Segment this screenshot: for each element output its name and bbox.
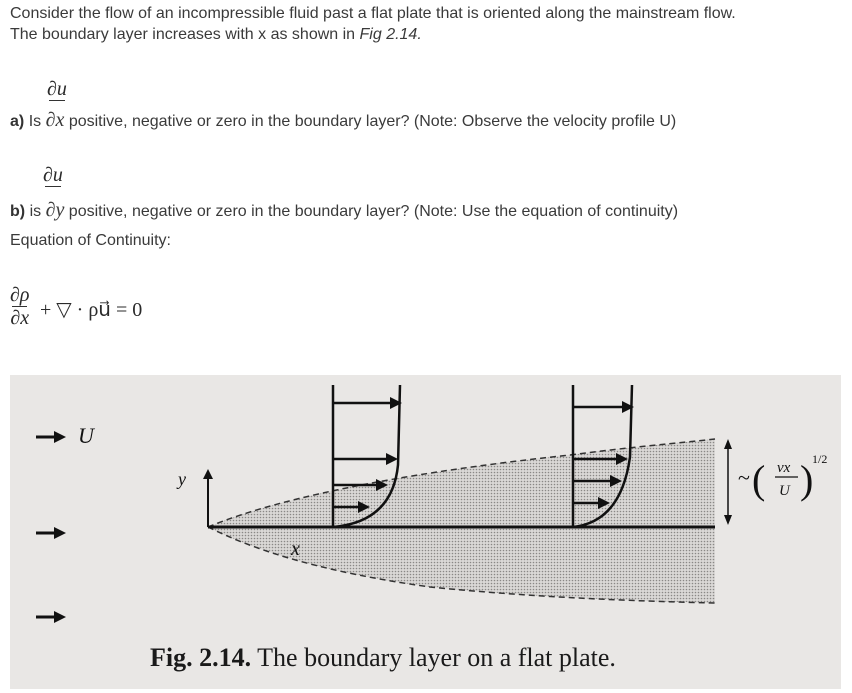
fraction-bar (49, 100, 65, 101)
question-a-numerator: ∂u (47, 78, 67, 100)
question-a (10, 110, 676, 132)
continuity-equation (10, 284, 143, 330)
question-a-fraction (47, 78, 67, 101)
x-axis-label: x (291, 538, 300, 560)
question-a-text: positive, negative or zero in the boundary layer? (Note: Observe the velocity profile U) (68, 113, 677, 130)
question-a-lead: Is (28, 113, 42, 130)
question-b-denominator: ∂y (45, 199, 65, 221)
question-b-text: positive, negative or zero in the boundary layer? (Note: Use the equation of continuity) (68, 203, 679, 220)
continuity-fraction (10, 284, 29, 329)
scaling-exponent: 1/2 (812, 452, 828, 466)
figure-caption (150, 643, 616, 673)
scaling-denominator: U (779, 483, 790, 499)
figure-reference: Fig 2.14. (359, 26, 422, 43)
intro-line-2-prefix: The boundary layer increases with x as shown in (10, 26, 360, 43)
equation-label: Equation of Continuity: (10, 232, 171, 249)
continuity-numerator: ∂ρ (10, 284, 30, 306)
continuity-denominator: ∂x (10, 307, 30, 329)
question-a-denominator: ∂x (45, 109, 65, 131)
continuity-rest: + ▽ · ρu⃗ = 0 (40, 299, 143, 321)
boundary-layer-diagram (10, 375, 841, 689)
figure-caption-number: Fig. 2.14. (150, 643, 252, 672)
fraction-bar (45, 186, 61, 187)
question-b (10, 200, 678, 222)
intro-line-2 (10, 24, 840, 45)
question-b-marker: b) (10, 203, 26, 220)
problem-intro (10, 3, 840, 45)
scaling-left-paren: ( (752, 457, 766, 502)
y-axis-label: y (178, 469, 186, 489)
scaling-right-paren: ) (800, 457, 814, 502)
scaling-numerator: νx (777, 460, 791, 476)
question-b-fraction (43, 164, 63, 187)
freestream-label: U (78, 423, 94, 448)
question-b-lead: is (29, 203, 42, 220)
scaling-tilde: ~ (738, 465, 750, 490)
question-a-marker: a) (10, 113, 25, 130)
question-b-numerator: ∂u (43, 164, 63, 186)
figure-photo (10, 375, 841, 689)
intro-line-1: Consider the flow of an incompressible fluid past a flat plate that is oriented along the mainstream flow. (10, 5, 736, 22)
figure-caption-text: The boundary layer on a flat plate. (257, 643, 616, 672)
